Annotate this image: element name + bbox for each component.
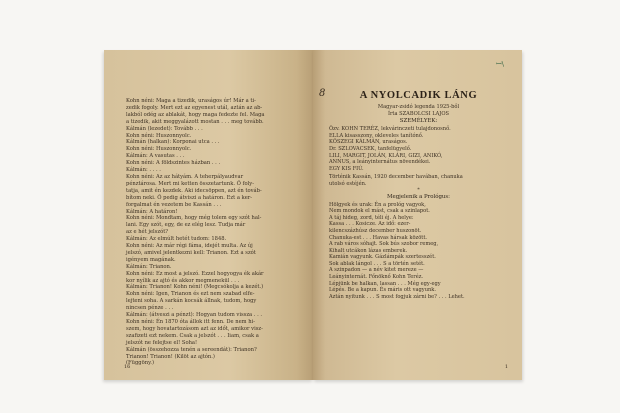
prologue-heading: Megjelenik a Prológus: bbox=[387, 193, 450, 200]
text-line: Kálmán: . . . . bbox=[126, 167, 161, 174]
open-booklet bbox=[104, 50, 522, 380]
play-title: A NYOLCADIK LÁNG bbox=[359, 90, 478, 101]
verse-line: Lépjünk be halkan, lassan . . . Még egy-egy bbox=[329, 280, 441, 287]
left-page-text bbox=[126, 98, 303, 367]
verse-line: kilencszázhúsz december huszonöt. bbox=[329, 227, 422, 234]
text-line: igényem magának. bbox=[126, 256, 176, 263]
text-line: Kohn néni: Huszonnyolc. bbox=[126, 132, 192, 139]
prologue-text bbox=[329, 202, 508, 301]
cast-list bbox=[329, 126, 508, 172]
text-line: jelszót ne felejtse el! Soha! bbox=[126, 339, 198, 346]
handwritten-glyph: 8 bbox=[319, 88, 326, 99]
text-line: Kohn néni: Én 1870 óta állok itt fenn. De nem hi- bbox=[126, 319, 255, 325]
cast-entry: KŐSZEGI KÁLMÁN, uraságos. bbox=[329, 139, 408, 146]
text-line: Kálmán: A határon! bbox=[126, 208, 178, 215]
text-line: Kálmán: (átveszi a pénzt): Hogyan tudom vissza . . . bbox=[126, 312, 263, 319]
right-page-number: 1 bbox=[504, 364, 508, 370]
text-line: Trianon! Trianon! (Kilöt az ajtón.) bbox=[126, 353, 215, 360]
cast-entry: LILI, MARGIT, JOLÁN, KLÁRI, GIZI, ANIKÓ, bbox=[329, 152, 443, 159]
text-line: Kálmán: Trianon. bbox=[126, 263, 172, 270]
text-line: zedik fogoly. Mert ezt az egyenest utál, aztán az ab- bbox=[126, 104, 263, 111]
text-line: lakból odég az ablakát, hogy maga fedezte fel. Maga bbox=[126, 111, 265, 118]
verse-line: Kihalt utcákon lázas emberek. bbox=[329, 247, 408, 254]
left-page bbox=[104, 50, 313, 380]
verse-line: Kassa . . . Kosicze. Az idő: ezer- bbox=[329, 221, 411, 228]
verse-line: Chanuka-est . . . Havas hársak között. bbox=[329, 234, 427, 241]
text-line: Kálmán (lezedet): Tovább . . . bbox=[126, 125, 203, 132]
text-line: forgalmat én vezetem be Kassán . . . bbox=[126, 201, 222, 208]
verse-line: A rab város sóhajt. Sok bús szobor remeg, bbox=[329, 241, 439, 248]
text-line: lani. Egy szót, egy, de ez elég lesz. Tudja már bbox=[126, 222, 246, 229]
left-page-number: 16 bbox=[124, 364, 131, 370]
text-line: (Függöny.) bbox=[126, 360, 154, 367]
play-subtitle bbox=[329, 104, 508, 117]
text-line: tatja, amit én kezdek. Aki idecsöppen, azt én továb- bbox=[126, 187, 262, 194]
cast-entry: ANNUS, a leányinternátus növendékei. bbox=[329, 159, 431, 166]
right-page bbox=[313, 50, 522, 380]
verse-line: A szinpadon — a név kitet mereze — bbox=[329, 267, 424, 274]
text-line: az e hét jelszót? bbox=[126, 229, 169, 236]
subtitle-line: Magyar-zsidó legenda 1925-ből bbox=[377, 104, 460, 110]
setting-text bbox=[329, 174, 508, 187]
verse-line: Nem mondok el mást, csak a szinlapot. bbox=[329, 208, 430, 215]
text-line: szem, hogy hovatartozásom azt az időt, amikor visz- bbox=[126, 325, 263, 332]
text-line: lejteni soha. A sarkán kocsák állnak, tudom, hogy bbox=[126, 298, 257, 305]
text-line: kor nyílik az ajtó és akkor megmenekül . . . bbox=[126, 277, 240, 284]
setting-line: Történik Kassán, 1920 december havában, chanuka bbox=[329, 174, 463, 181]
text-line: Kohn néni: Igen, Trianon és ezt nem szabad elfe- bbox=[126, 291, 255, 298]
text-line: Kálmán: Az elmúlt hetét tudom: 1848. bbox=[126, 236, 227, 243]
text-line: Kohn néni: Az az hátyám. A teherpályaudvar bbox=[126, 173, 244, 180]
section-bullet: * bbox=[417, 186, 420, 193]
text-line: Kálmán: A vasutas . . . bbox=[126, 153, 185, 160]
text-line: Kohn néni: Mondtam, hogy még tolem egy szót hal- bbox=[126, 215, 262, 222]
text-line: nincsen pénze . . . bbox=[126, 305, 174, 312]
text-line: Kohn néni: Huszonnyolc. bbox=[126, 146, 192, 153]
cast-entry: EGY KIS FIÚ. bbox=[329, 165, 364, 172]
verse-line: Hölgyek és urak: Én a prológ vagyok, bbox=[329, 201, 426, 208]
text-line: pénztárosa. Mert mi ketten összetartunk. Ő foly- bbox=[126, 180, 254, 187]
cast-entry: Dr. SZLOVACSEK, tanfelügyelő. bbox=[329, 145, 412, 152]
verse-line: Leányinternát. Főnöknő Kohn Teréz. bbox=[329, 274, 424, 281]
verse-line: A táj hideg, zord, téli éj. A helye: bbox=[329, 214, 414, 221]
subtitle-line: Írta SZABOLCSI LAJOS bbox=[387, 110, 450, 117]
text-line: Kohn néni: A földszintes házban . . . bbox=[126, 160, 221, 167]
cast-heading: SZEMÉLYEK: bbox=[399, 118, 438, 125]
text-line: Kálmán: Trianon! Kohn néni! (Megcsókolja a kezét.) bbox=[126, 284, 264, 291]
text-line: jelszó, amivel jelentkezni kell: Trianon. Ezt a szót bbox=[126, 249, 256, 256]
text-line: Kálmán (összehozza tenén a sereendát): Trianon? bbox=[126, 346, 257, 353]
verse-line: Aztán nyitunk . . . S most fogjuk zárni be? . . . Lehet. bbox=[329, 293, 465, 300]
text-line: a tizedik, akit meggyalázott mostan . . . meg tovább. bbox=[126, 118, 264, 125]
verse-line: Kamián vagyunk. Gázlámpák szertesszét. bbox=[329, 254, 436, 261]
verse-line: Sok ablak lángol . . . S a történ setét. bbox=[329, 260, 425, 267]
text-line: Kálmán (halkan): Korponai utca . . . bbox=[126, 139, 220, 146]
text-line: Kohn néni: Maga a tizedik, uraságos úr! Már a ti- bbox=[126, 98, 256, 104]
text-line: bítom neki. Ő pedig átviszi a határon. Ezt a ker- bbox=[126, 194, 253, 201]
text-line: Kohn néni: Az már régi fáma, idejét multa. Az új bbox=[126, 243, 253, 250]
cast-entry: ELLA kisasszony, okleveles tanítónő. bbox=[329, 132, 424, 139]
text-line: szafizeti ezt nekem. Csak a jelszót . . . Iiam, csak a bbox=[126, 332, 259, 339]
setting-line: utolsó estéjén. bbox=[329, 180, 367, 187]
cast-entry: Özv. KOHN TERÉZ, lekvárinczeti tulajdonosnő. bbox=[329, 126, 451, 133]
handwritten-mark: ꟷ\ bbox=[495, 60, 504, 68]
verse-line: Lépés. Be a kapun. És máris ott vagyunk. bbox=[329, 287, 436, 294]
text-line: Kohn néni: Ez most a jelszó. Ezzel hogyogya ék akár bbox=[126, 270, 264, 277]
